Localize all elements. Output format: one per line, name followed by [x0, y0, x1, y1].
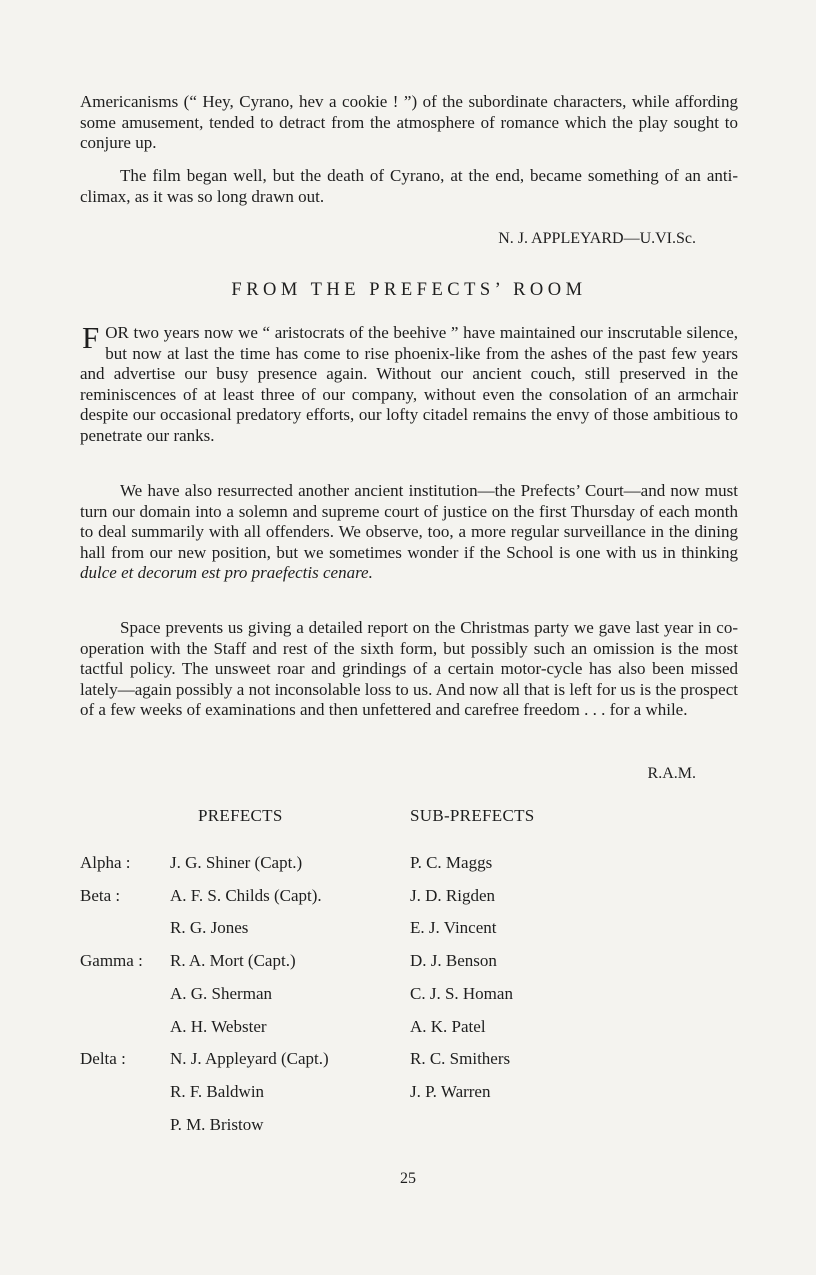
- roster-subprefect: J. D. Rigden: [410, 886, 495, 905]
- review-signature: N. J. APPLEYARD—U.VI.Sc.: [498, 230, 696, 247]
- roster-subprefect: E. J. Vincent: [410, 918, 497, 937]
- roster-subprefect: P. C. Maggs: [410, 853, 493, 872]
- roster-house: Gamma :: [80, 951, 143, 970]
- article-paragraph-1: [80, 320, 738, 447]
- latin-phrase: dulce et decorum est pro praefectis cenare.: [80, 563, 373, 583]
- roster-subprefect: A. K. Patel: [410, 1017, 486, 1036]
- roster-subprefect: D. J. Benson: [410, 951, 497, 970]
- subprefects-header: SUB-PREFECTS: [410, 806, 535, 825]
- roster-prefect: R. G. Jones: [170, 918, 249, 937]
- roster-house: Alpha :: [80, 853, 131, 872]
- article-paragraph-3: Space prevents us giving a detailed report on the Christmas party we gave last year in co-operation with the Staff and rest of the sixth form, but possibly such an omission is the most tactful policy. The unsweet roar and grindings of a certain motor-cycle has also been missed lately—again possibly a not inconsolable loss to us. And now all that is left for us is the prospect of a few weeks of examinations and then unfettered and carefree freedom . . . for a while.: [80, 618, 738, 720]
- article-signature: R.A.M.: [647, 765, 696, 782]
- drop-cap: F: [82, 320, 100, 355]
- roster-subprefect: C. J. S. Homan: [410, 984, 513, 1003]
- roster-subprefect: J. P. Warren: [410, 1082, 491, 1101]
- roster-prefect: J. G. Shiner (Capt.): [170, 853, 303, 872]
- roster-prefect: R. A. Mort (Capt.): [170, 951, 296, 970]
- roster-subprefect: R. C. Smithers: [410, 1049, 511, 1068]
- article-paragraph-2: [80, 481, 738, 584]
- roster-prefect: R. F. Baldwin: [170, 1082, 265, 1101]
- article-paragraph-2-text: We have also resurrected another ancient institution—the Prefects’ Court—and now must turn our domain into a solemn and supreme court of justice on the first Thursday of each month to deal summarily with all offenders. We observe, too, a more regular surveillance in the dining hall from our new position, but we sometimes wonder if the School is one with us in thinking: [80, 481, 738, 562]
- roster-prefect: A. F. S. Childs (Capt).: [170, 886, 322, 905]
- roster-prefect: N. J. Appleyard (Capt.): [170, 1049, 329, 1068]
- roster-prefect: P. M. Bristow: [170, 1115, 264, 1134]
- roster-prefect: A. G. Sherman: [170, 984, 272, 1003]
- review-paragraph-1: Americanisms (“ Hey, Cyrano, hev a cookie ! ”) of the subordinate characters, while affording some amusement, tended to detract from the atmosphere of romance which the play sought to conjure up.: [80, 92, 738, 153]
- prefects-header: PREFECTS: [198, 806, 283, 825]
- article-paragraph-1-text: OR two years now we “ aristocrats of the beehive ” have maintained our inscrutable silence, but now at last the time has come to rise phoenix-like from the ashes of the past few years and advertise our busy presence again. Without our ancient couch, still preserved in the reminiscences of at least three of our company, without even the consolation of an armchair despite our occasional predatory efforts, our lofty citadel remains the envy of those ambitious to penetrate our ranks.: [80, 323, 738, 445]
- section-heading: FROM THE PREFECTS’ ROOM: [231, 280, 587, 300]
- roster-prefect: A. H. Webster: [170, 1017, 267, 1036]
- roster-house: Beta :: [80, 886, 121, 905]
- review-paragraph-2: The film began well, but the death of Cyrano, at the end, became something of an anti-climax, as it was so long drawn out.: [80, 166, 738, 206]
- roster-house: Delta :: [80, 1049, 126, 1068]
- page-number: 25: [400, 1170, 416, 1187]
